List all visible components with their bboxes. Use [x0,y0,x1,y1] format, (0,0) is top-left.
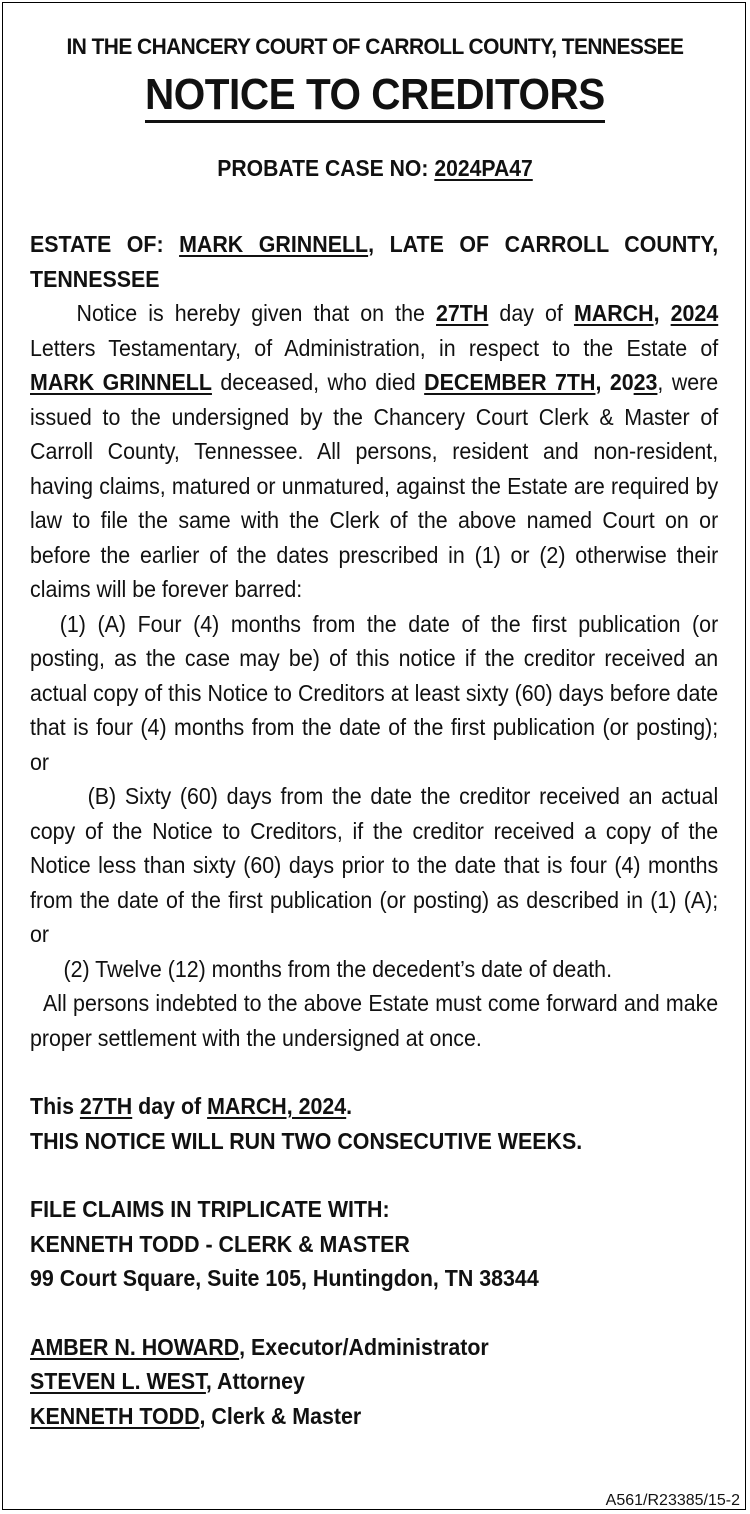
signatory [30,1364,718,1399]
letters-day: 27TH [436,300,489,326]
clause-2: (2) Twelve (12) months from the decedent’s date of death. [63,955,613,982]
signatory-name: AMBER N. HOWARD [30,1333,240,1360]
settlement-paragraph: All persons indebted to the above Estate must come forward and make proper settlement with the undersigned at once. [30,990,719,1051]
clause-1b: (B) Sixty (60) days from the date the creditor received an actual copy of the Notice to Creditors, if the creditor received a copy of the Notice less than sixty (60) days prior to the date that is four (4) months from the date of the first publication (or posting) as described in (1) (A); or [30,783,719,947]
claims-address: 99 Court Square, Suite 105, Huntingdon, TN 38344 [30,1265,539,1291]
text-run: day of [488,300,574,326]
spacer [30,1158,718,1192]
estate-line [30,227,718,296]
spacer [30,1055,718,1089]
court-heading: IN THE CHANCERY COURT OF CARROLL COUNTY, TENNESSEE [66,34,684,59]
text-run: Notice is hereby given that on the [76,300,437,326]
notice-title [30,70,720,123]
text-run: , [653,300,671,326]
estate-suffix: , LATE OF CARROLL COUNTY, TENNESSEE [30,231,719,292]
claims-clerk: KENNETH TODD - CLERK & MASTER [30,1230,410,1257]
letters-month: MARCH [573,300,654,326]
text-run: , 20 [595,369,634,395]
estate-name: MARK GRINNELL [179,231,369,257]
notice-body [30,227,718,1433]
case-label: PROBATE CASE NO: [217,155,435,181]
death-year: 23 [633,369,658,395]
probate-case-line [58,155,693,182]
signatory [30,1399,718,1434]
text-run: , were issued to the undersigned by the Chancery Court Clerk & Master of Carroll County, Tennessee. All persons, resident and non-resident, having claims, matured or unmatured, against the Estate are required by law to file the same with the Clerk of the above named Court on or before the earlier of the dates prescribed in (1) or (2) otherwise their claims will be forever barred: [30,369,719,602]
signatory-name: STEVEN L. WEST [30,1368,206,1394]
text-run: Letters Testamentary, of Administration, in respect to the Estate of [30,334,719,361]
letters-year: 2024 [670,300,719,326]
signatory-role: , Attorney [205,1368,305,1394]
text-run: . [346,1093,353,1119]
text-run: deceased, who died [211,369,425,395]
notice-title-text: NOTICE TO CREDITORS [145,70,605,123]
signatory [30,1330,718,1365]
case-number: 2024PA47 [434,155,533,181]
signatory-role: , Executor/Administrator [239,1333,489,1360]
dated-line [30,1089,718,1124]
dated-month-year: MARCH, 2024 [207,1093,347,1119]
deceased-name: MARK GRINNELL [30,369,212,395]
spacer [30,1296,718,1330]
clause-1a: (1) (A) Four (4) months from the date of the first publication (or posting, as the case may be) of this notice if the creditor received an actual copy of this Notice to Creditors at least sixty (60) days before date that is four (4) months from the date of the first publication (or posting); or [30,610,719,775]
claims-heading: FILE CLAIMS IN TRIPLICATE WITH: [30,1196,390,1222]
signatory-role: , Clerk & Master [199,1402,362,1429]
estate-prefix: ESTATE OF: [30,231,180,257]
signatory-name: KENNETH TODD [30,1402,200,1429]
notice-paragraph [30,296,718,607]
text-run: This [30,1093,80,1119]
death-date: DECEMBER 7TH [424,369,596,395]
ad-code: A561/R23385/15-2 [605,1492,740,1509]
text-run: day of [132,1093,208,1119]
dated-day: 27TH [79,1093,133,1119]
run-notice: THIS NOTICE WILL RUN TWO CONSECUTIVE WEEKS. [30,1127,583,1154]
